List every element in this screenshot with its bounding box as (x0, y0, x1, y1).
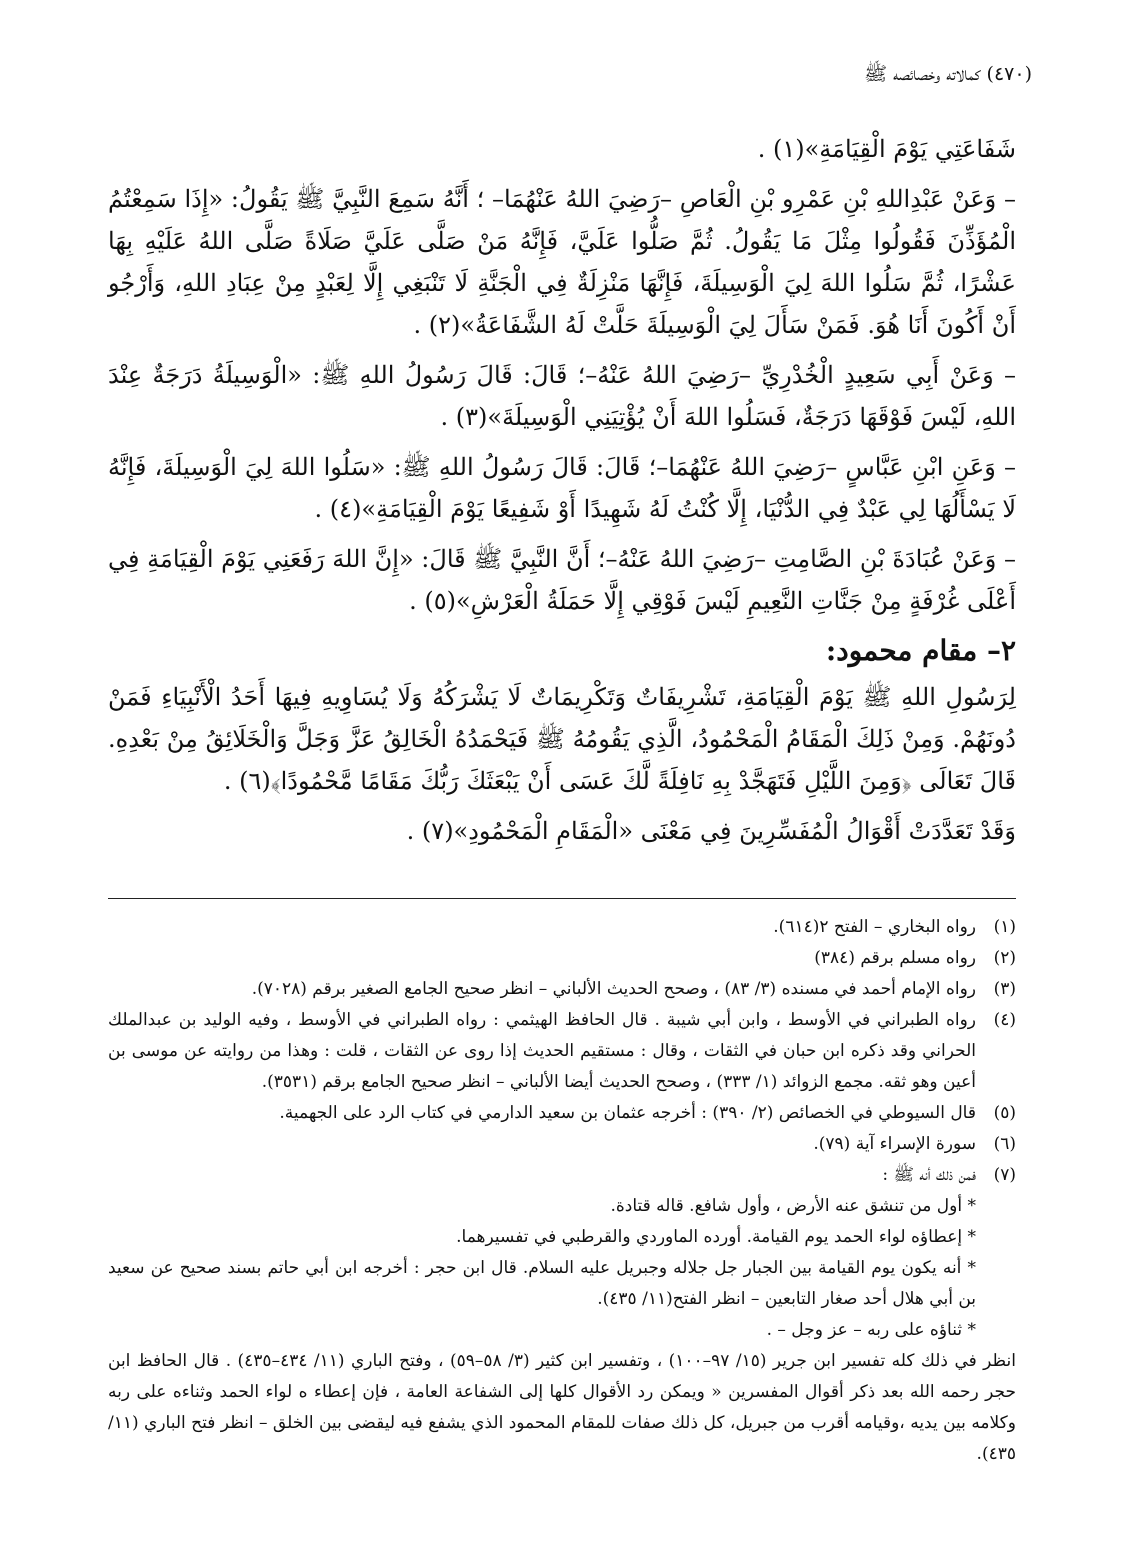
page-number-and-chapter-title: (٤٧٠) كمالاته وخصائصه ﷺ (864, 63, 1032, 85)
footnote-bullet: * ثناؤه على ربه – عز وجل – . (766, 1320, 976, 1340)
hadith-paragraph: – وَعَنْ عَبْدِاللهِ بْنِ عَمْرِو بْنِ الْعَاصِ –رَضِيَ اللهُ عَنْهُمَا– ؛ أَنَّهُ سَمِعَ النَّبِيَّ ﷺ يَقُولُ: «إِذَا سَمِعْتُمُ الْمُؤَذِّنَ فَقُولُوا مِثْلَ مَا يَقُولُ. ثُمَّ صَلُّوا عَلَيَّ، فَإِنَّهُ مَنْ صَلَّى عَلَيَّ صَلَاةً صَلَّى اللهُ عَلَيْهِ بِهَا عَشْرًا، ثُمَّ سَلُوا اللهَ لِيَ الْوَسِيلَةَ، فَإِنَّهَا مَنْزِلَةٌ فِي الْجَنَّةِ لَا تَنْبَغِي إِلَّا لِعَبْدٍ مِنْ عِبَادِ اللهِ، وَأَرْجُو أَنْ أَكُونَ أَنَا هُوَ. فَمَنْ سَأَلَ لِيَ الْوَسِيلَةَ حَلَّتْ لَهُ الشَّفَاعَةُ»(٢) . (108, 185, 1016, 339)
page-header (92, 60, 1032, 88)
hadith-paragraph: – وَعَنْ عُبَادَةَ بْنِ الصَّامِتِ –رَضِيَ اللهُ عَنْهُ–؛ أَنَّ النَّبِيَّ ﷺ قَالَ: «إِنَّ اللهَ رَفَعَنِي يَوْمَ الْقِيَامَةِ فِي أَعْلَى غُرْفَةٍ مِنْ جَنَّاتِ النَّعِيمِ لَيْسَ فَوْقِي إِلَّا حَمَلَةُ الْعَرْشِ»(٥) . (108, 545, 1016, 615)
footnote-text: رواه مسلم برقم (٣٨٤) (814, 948, 976, 968)
footnote-number: (٧) (993, 1165, 1016, 1185)
footnote-bullet: * إعطاؤه لواء الحمد يوم القيامة. أورده الماوردي والقرطبي في تفسيرهما. (456, 1227, 976, 1247)
footnote-text: رواه البخاري – الفتح ٢(٦١٤). (773, 917, 976, 937)
footnote (108, 1005, 1016, 1098)
footnote (108, 974, 1016, 1005)
footnote-bullet: * أنه يكون يوم القيامة بين الجبار جل جلاله وجبريل عليه السلام. قال ابن حجر : أخرجه ابن أبي حاتم بسند صحيح عن سعيد بن أبي هلال أحد صغار التابعين – انظر الفتح(١١/ ٤٣٥). (108, 1258, 976, 1309)
text-paragraph: شَفَاعَتِي يَوْمَ الْقِيَامَةِ»(١) . (757, 135, 1016, 163)
footnote (108, 1160, 1016, 1191)
footnotes (108, 912, 1016, 1470)
footnote-text: رواه الطبراني في الأوسط ، وابن أبي شيبة . قال الحافظ الهيثمي : رواه الطبراني في الأوسط ، وفيه الوليد بن عبدالملك الحراني وقد ذكره ابن حبان في الثقات ، وقال : مستقيم الحديث إذا روى عن الثقات ، قلت : وهذا من روايته عن موسى بن أعين وهو ثقه. مجمع الزوائد (١/ ٣٣٣) ، وصحح الحديث أيضا الألباني – انظر صحيح الجامع برقم (٣٥٣١). (108, 1010, 976, 1092)
footnote (108, 943, 1016, 974)
text-paragraph: لِرَسُولِ اللهِ ﷺ يَوْمَ الْقِيَامَةِ، تَشْرِيفَاتٌ وَتَكْرِيمَاتٌ لَا يَشْرَكُهُ وَلَا يُسَاوِيهِ فِيهَا أَحَدُ الْأَنْبِيَاءِ فَمَنْ دُونَهُمْ. وَمِنْ ذَلِكَ الْمَقَامُ الْمَحْمُودُ، الَّذِي يَقُومُهُ ﷺ فَيَحْمَدُهُ الْخَالِقُ عَزَّ وَجَلَّ وَالْخَلَائِقُ مِنْ بَعْدِهِ. قَالَ تَعَالَى ﴿وَمِنَ اللَّيْلِ فَتَهَجَّدْ بِهِ نَافِلَةً لَّكَ عَسَى أَنْ يَبْعَثَكَ رَبُّكَ مَقَامًا مَّحْمُودًا﴾(٦) . (108, 683, 1016, 795)
footnote-text: سورة الإسراء آية (٧٩). (813, 1134, 976, 1154)
hadith-paragraph: – وَعَنِ ابْنِ عَبَّاسٍ –رَضِيَ اللهُ عَنْهُمَا–؛ قَالَ: قَالَ رَسُولُ اللهِ ﷺ: «سَلُوا اللهَ لِيَ الْوَسِيلَةَ، فَإِنَّهُ لَا يَسْأَلُهَا لِي عَبْدٌ فِي الدُّنْيَا، إِلَّا كُنْتُ لَهُ شَهِيدًا أَوْ شَفِيعًا يَوْمَ الْقِيَامَةِ»(٤) . (108, 453, 1016, 523)
footnote-text: قال السيوطي في الخصائص (٢/ ٣٩٠) : أخرجه عثمان بن سعيد الدارمي في كتاب الرد على الجهمية. (279, 1103, 976, 1123)
footnote-number: (٦) (993, 1134, 1016, 1154)
footnote-number: (٣) (993, 979, 1016, 999)
text-paragraph: وَقَدْ تَعَدَّدَتْ أَقْوَالُ الْمُفَسِّرِينَ فِي مَعْنَى «الْمَقَامِ الْمَحْمُودِ»(٧) . (406, 817, 1016, 845)
footnote (108, 1098, 1016, 1129)
footnote-divider (108, 898, 1016, 899)
hadith-paragraph: – وَعَنْ أَبِي سَعِيدٍ الْخُدْرِيِّ –رَضِيَ اللهُ عَنْهُ–؛ قَالَ: قَالَ رَسُولُ اللهِ ﷺ: «الْوَسِيلَةُ دَرَجَةٌ عِنْدَ اللهِ، لَيْسَ فَوْقَهَا دَرَجَةٌ، فَسَلُوا اللهَ أَنْ يُؤْتِيَنِي الْوَسِيلَةَ»(٣) . (108, 361, 1016, 431)
section-heading: ٢– مقام محمود: (825, 634, 1016, 667)
footnote-references: انظر في ذلك كله تفسير ابن جرير (١٥/ ٩٧–١٠٠) ، وتفسير ابن كثير (٣/ ٥٨–٥٩) ، وفتح الباري (١١/ ٤٣٤–٤٣٥) . قال الحافظ ابن حجر رحمه الله بعد ذكر أقوال المفسرين « ويمكن رد الأقوال كلها إلى الشفاعة العامة ، فإن إعطاء ه لواء الحمد وثناءه على ربه وكلامه بين يديه ،وقيامه أقرب من جبريل، كل ذلك صفات للمقام المحمود الذي يشفع فيه ليقضى بين الخلق – انظر فتح الباري (١١/ ٤٣٥). (108, 1351, 1016, 1464)
footnote-number: (٢) (993, 948, 1016, 968)
footnote (108, 912, 1016, 943)
main-text (108, 128, 1016, 860)
footnote-text: رواه الإمام أحمد في مسنده (٣/ ٨٣) ، وصحح الحديث الألباني – انظر صحيح الجامع الصغير برقم (٧٠٢٨). (251, 979, 976, 999)
footnote (108, 1129, 1016, 1160)
footnote-number: (٥) (993, 1103, 1016, 1123)
footnote-number: (١) (993, 917, 1016, 937)
footnote-bullet: * أول من تنشق عنه الأرض ، وأول شافع. قاله قتادة. (610, 1196, 976, 1216)
footnote-number: (٤) (993, 1010, 1016, 1030)
footnote-text: فمن ذلك أنه ﷺ : (882, 1165, 976, 1185)
